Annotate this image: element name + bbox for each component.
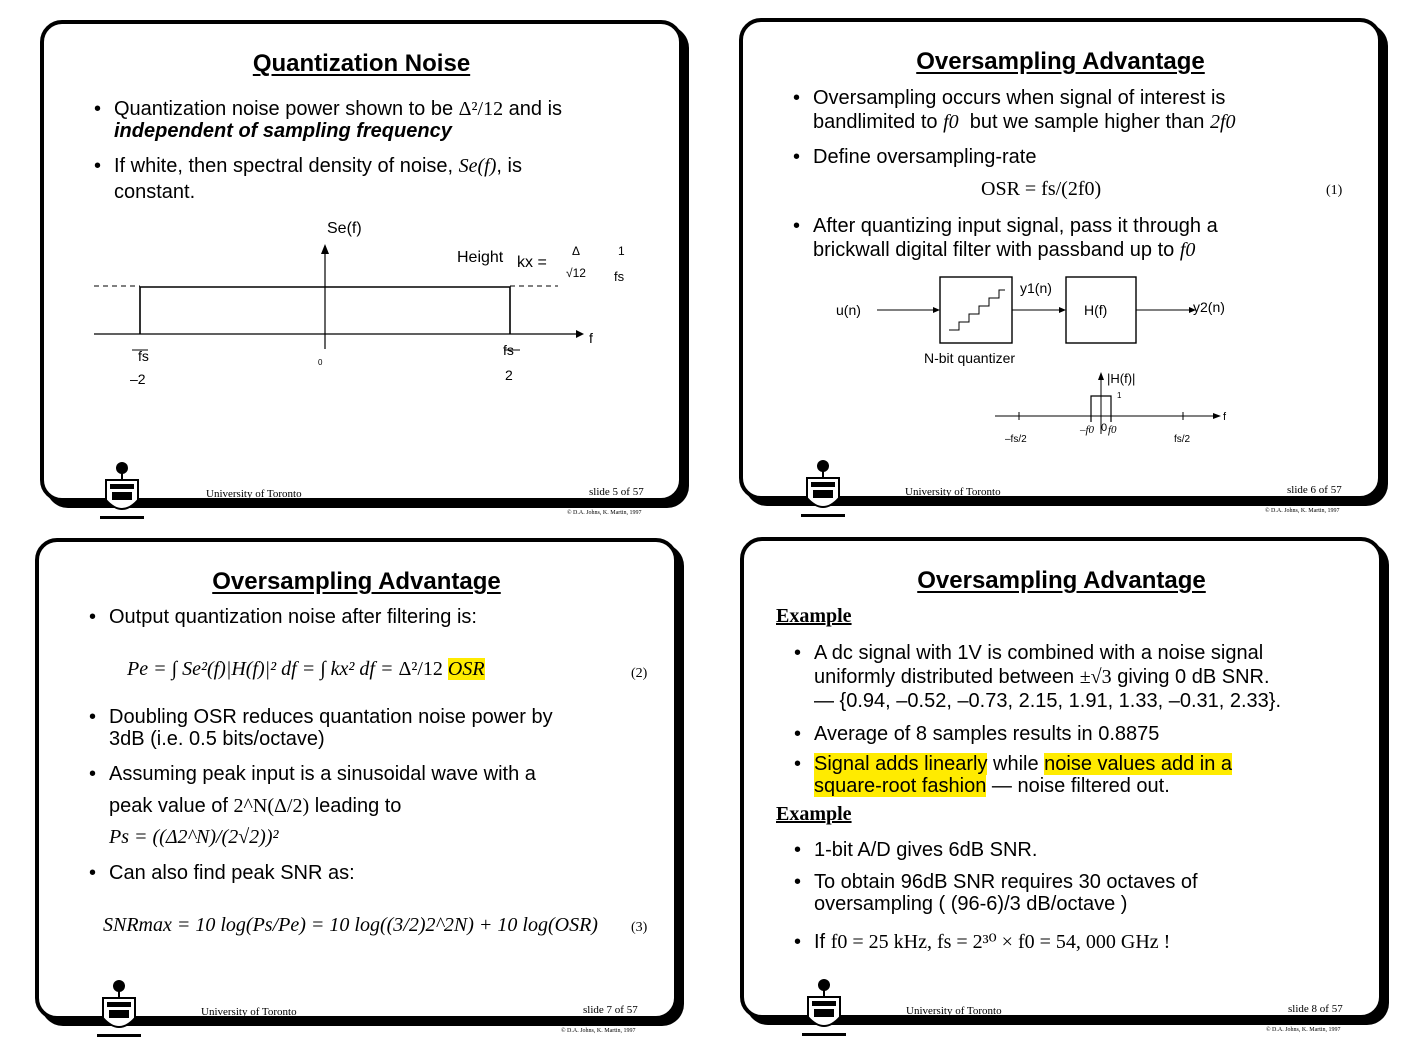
fs-label: fs <box>614 269 625 284</box>
bullet: • Define oversampling-rate <box>793 146 1037 168</box>
bullet: • A dc signal with 1V is combined with a noise signal uniformly distributed between ±√3 giving 0 dB SNR. — {0.94, –0.52, –0.73, 2.15, 1.91, 1.33, –0.31, 2.33}. <box>794 642 1282 712</box>
example-heading: Example <box>776 803 852 825</box>
university-crest-icon <box>100 460 144 522</box>
bullet: • If white, then spectral density of noise, Se(f), is constant. <box>94 155 522 203</box>
footer-copyright: © D.A. Johns, K. Martin, 1997 <box>1265 508 1340 514</box>
bullet: • Quantization noise power shown to be Δ²/12 and is independent of sampling frequency <box>94 98 563 142</box>
f0-label: f0 <box>1108 424 1117 436</box>
block-diagram <box>823 272 1343 362</box>
fs-label: fs/2 <box>1174 434 1191 445</box>
bullet: • After quantizing input signal, pass it through a brickwall digital filter with passband up to f0 <box>793 215 1218 261</box>
footer-university: University of Toronto <box>906 1005 1002 1017</box>
tick-right-bot: 2 <box>505 367 513 383</box>
h-label: H(f) <box>1084 302 1108 318</box>
university-crest-icon <box>801 458 845 520</box>
footer-slide-number: slide 7 of 57 <box>583 1004 638 1016</box>
axis-x-label: f <box>589 330 593 346</box>
axis-y-label: Se(f) <box>327 220 362 237</box>
bullet: • Signal adds linearly while noise values add in a square-root fashion — noise filtered out. <box>794 753 1233 797</box>
slide-6 <box>739 18 1382 514</box>
tick-left-top: fs <box>138 348 149 364</box>
tick-right-top: fs <box>503 342 514 358</box>
quantizer-label: N-bit quantizer <box>924 350 1016 366</box>
footer-university: University of Toronto <box>201 1006 297 1018</box>
slide-title: Oversampling Advantage <box>917 567 1206 594</box>
university-crest-icon <box>97 978 141 1040</box>
footer-slide-number: slide 6 of 57 <box>1287 484 1342 496</box>
equation-snr: SNRmax = 10 log(Ps/Pe) = 10 log((3/2)2^2N) + 10 log(OSR) <box>103 914 598 936</box>
equation-number: (3) <box>631 920 648 935</box>
height-label: Height <box>457 249 504 266</box>
slide-title: Quantization Noise <box>252 50 471 77</box>
bullet: • If f0 = 25 kHz, fs = 2³⁰ × f0 = 54, 000 GHz ! <box>794 931 1171 953</box>
neg-f0-label: –f0 <box>1080 424 1095 436</box>
f-label: f <box>1223 411 1227 423</box>
zero-label: 0 <box>1101 422 1108 434</box>
footer-copyright: © D.A. Johns, K. Martin, 1997 <box>561 1028 636 1034</box>
slide-title: Oversampling Advantage <box>212 568 501 595</box>
one-label: 1 <box>1117 391 1122 400</box>
equation-osr: OSR = fs/(2f0) <box>981 178 1102 200</box>
y2-label: y2(n) <box>1193 299 1225 315</box>
example-heading: Example <box>776 605 852 627</box>
university-crest-icon <box>802 977 846 1039</box>
footer-slide-number: slide 5 of 57 <box>589 486 644 498</box>
kx-label: kx = <box>517 254 547 271</box>
footer-slide-number: slide 8 of 57 <box>1288 1003 1343 1015</box>
y1-label: y1(n) <box>1020 280 1052 296</box>
input-label: u(n) <box>836 302 861 318</box>
footer-copyright: © D.A. Johns, K. Martin, 1997 <box>567 510 642 516</box>
bullet: • Doubling OSR reduces quantation noise power by 3dB (i.e. 0.5 bits/octave) <box>89 706 553 750</box>
footer-university: University of Toronto <box>905 486 1001 498</box>
footer-copyright: © D.A. Johns, K. Martin, 1997 <box>1266 1027 1341 1033</box>
sqrt12-label: √12 <box>566 266 586 280</box>
bullet: • To obtain 96dB SNR requires 30 octaves of oversampling ( (96-6)/3 dB/octave ) <box>794 871 1198 915</box>
delta-label: Δ <box>572 244 581 258</box>
equation-number: (2) <box>631 666 648 681</box>
equation-ps: Ps = ((Δ2^N)/(2√2))² <box>109 826 279 848</box>
habs-label: |H(f)| <box>1107 371 1136 386</box>
neg-fs-label: –fs/2 <box>1005 434 1027 445</box>
footer-university: University of Toronto <box>206 488 302 500</box>
bullet: • Average of 8 samples results in 0.8875 <box>794 723 1160 745</box>
noise-spectrum-diagram <box>84 224 684 424</box>
equation-pe: Pe = ∫ Se²(f)|H(f)|² df = ∫ kx² df = Δ²/12 OSR <box>127 658 485 680</box>
bullet: • Oversampling occurs when signal of interest is bandlimited to f0 but we sample higher than 2f0 <box>793 87 1236 133</box>
slide-title: Oversampling Advantage <box>916 48 1205 75</box>
slide-5 <box>40 20 683 516</box>
bullet: • Output quantization noise after filtering is: <box>89 606 477 628</box>
slide-7 <box>35 538 678 1034</box>
equation-number: (1) <box>1326 183 1343 198</box>
slide-8 <box>740 537 1383 1033</box>
tick-zero: 0 <box>318 358 323 367</box>
one-label: 1 <box>618 244 625 258</box>
bullet: • 1-bit A/D gives 6dB SNR. <box>794 839 1038 861</box>
tick-left-bot: –2 <box>130 371 146 387</box>
bullet: • Assuming peak input is a sinusoidal wave with a peak value of 2^N(Δ/2) leading to <box>89 763 536 817</box>
bullet: • Can also find peak SNR as: <box>89 862 355 884</box>
